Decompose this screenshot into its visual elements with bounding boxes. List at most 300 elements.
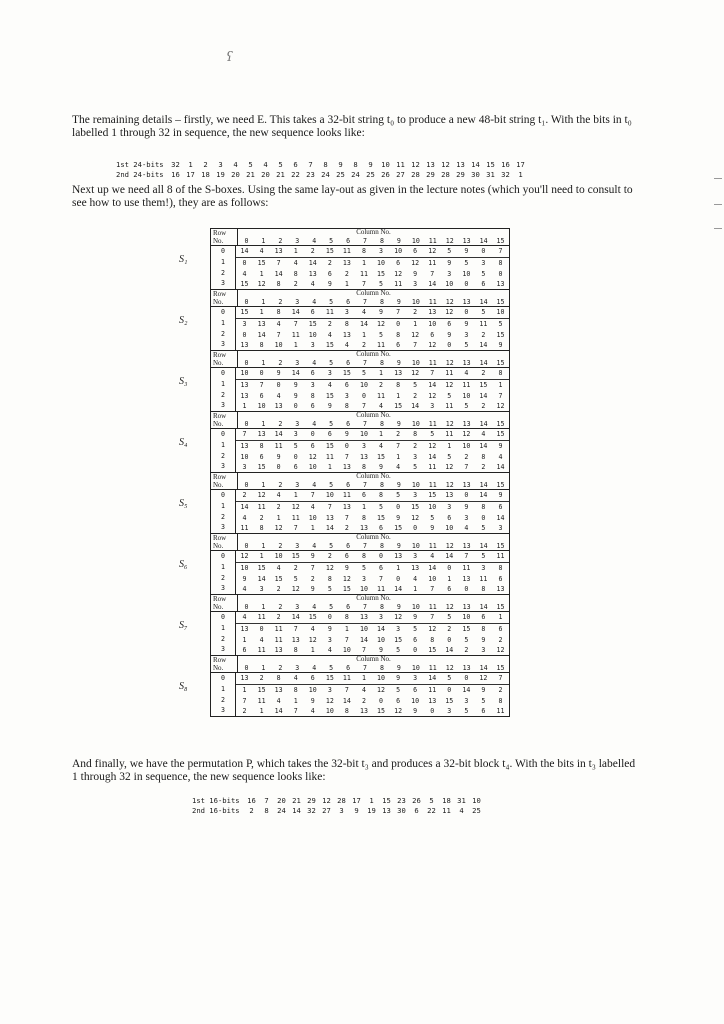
sbox-cell: 3	[413, 452, 418, 461]
permutation-value: 15	[382, 796, 391, 805]
sbox-cell: 5	[481, 269, 486, 278]
sbox-cell: 8	[327, 574, 332, 583]
column-number: 12	[445, 237, 454, 245]
sbox-body	[211, 429, 509, 472]
sbox-cell: 11	[479, 574, 488, 583]
sbox-cell: 15	[240, 308, 249, 316]
sbox-cell: 2	[242, 707, 247, 716]
sbox-cell: 0	[379, 552, 384, 560]
permutation-value: 25	[472, 806, 481, 815]
expansion-value: 10	[381, 160, 390, 169]
row-number: 1	[221, 257, 225, 266]
sbox-table	[179, 533, 510, 595]
row-number: 3	[221, 462, 225, 471]
permutation-value: 21	[292, 796, 301, 805]
expansion-row-values	[168, 170, 528, 180]
sbox-cell: 6	[447, 585, 452, 594]
sbox-cell: 9	[379, 646, 384, 655]
sbox-cell: 11	[428, 463, 437, 472]
sbox-cell: 7	[361, 280, 366, 289]
column-number: 7	[363, 603, 368, 611]
sbox-cell: 6	[396, 258, 401, 267]
row-number: 0	[221, 430, 225, 438]
sbox-cell: 10	[308, 513, 317, 522]
sbox-cell: 11	[496, 552, 505, 560]
sbox-cell: 6	[396, 341, 401, 350]
row-heading-line: No.	[213, 542, 224, 550]
column-numbers	[238, 298, 509, 306]
sbox-cell: 10	[428, 319, 437, 328]
sbox-cell: 11	[445, 369, 454, 377]
column-number: 7	[363, 542, 368, 550]
row-heading-line: No.	[213, 359, 224, 367]
sbox-cell: 5	[464, 635, 469, 644]
expansion-row-label: 2nd 24-bits	[116, 170, 164, 179]
sbox-cell: 6	[310, 308, 315, 316]
expansion-row-values	[168, 160, 528, 170]
row-numbers	[211, 490, 236, 533]
column-heading	[238, 656, 509, 672]
column-number: 8	[379, 603, 384, 611]
row-number: 1	[221, 318, 225, 327]
expansion-value: 8	[353, 160, 358, 169]
sbox-row	[236, 612, 509, 624]
column-number: 12	[445, 420, 454, 428]
sbox-cell: 6	[344, 380, 349, 389]
column-number: 2	[278, 664, 283, 672]
expansion-table	[116, 160, 528, 180]
expansion-value: 5	[278, 160, 283, 169]
sbox-cell: 6	[259, 391, 264, 400]
sbox-cell: 0	[293, 402, 298, 411]
column-number: 14	[479, 298, 488, 306]
sbox-cell: 11	[377, 585, 385, 594]
sbox-cell: 2	[498, 635, 503, 644]
sbox-cell: 2	[481, 402, 486, 411]
column-numbers	[238, 603, 509, 611]
sbox-cell: 4	[242, 613, 247, 621]
sbox-cell: 6	[379, 524, 384, 533]
sbox-cell: 14	[377, 624, 385, 633]
column-number: 9	[396, 542, 401, 550]
sbox-cell: 2	[413, 391, 418, 400]
sbox-cell: 15	[496, 430, 505, 438]
expansion-value: 24	[351, 170, 360, 179]
sbox-cell: 3	[379, 247, 384, 255]
sbox-cell: 0	[498, 269, 503, 278]
sbox-cell: 3	[481, 563, 486, 572]
sbox-cell: 6	[447, 319, 452, 328]
sbox-cell: 11	[462, 380, 471, 389]
row-no-heading	[211, 229, 238, 245]
sbox-cell: 7	[498, 247, 503, 255]
column-number: 11	[428, 237, 437, 245]
sbox-cell: 15	[479, 380, 488, 389]
sbox-body	[211, 368, 509, 411]
sbox-cell: 15	[462, 624, 471, 633]
sbox-cell: 2	[259, 513, 264, 522]
sbox-cell: 8	[413, 430, 418, 438]
sbox-name: S₈	[179, 681, 188, 692]
sbox-cells	[236, 490, 509, 533]
sbox-cell: 5	[396, 491, 401, 499]
sbox-cell: 1	[379, 430, 384, 438]
expansion-value: 1	[188, 160, 193, 169]
sbox-cell: 8	[276, 280, 281, 289]
sbox-cell: 3	[396, 624, 401, 633]
column-number: 1	[261, 359, 266, 367]
column-no-title: Column No.	[356, 655, 391, 663]
sbox-cell: 12	[342, 574, 351, 583]
sbox-cell: 2	[276, 502, 281, 511]
sbox-cell: 15	[342, 369, 351, 377]
sbox-cell: 5	[293, 441, 298, 450]
sbox-cell: 5	[464, 707, 469, 716]
column-number: 0	[244, 237, 249, 245]
column-number: 8	[379, 664, 384, 672]
permutation-row	[192, 806, 484, 816]
sbox-cell: 6	[310, 441, 315, 450]
sbox-cell: 5	[498, 319, 503, 328]
sbox-row	[236, 391, 509, 402]
column-number: 14	[479, 664, 488, 672]
column-number: 13	[462, 237, 471, 245]
sbox-cell: 3	[361, 574, 366, 583]
column-numbers	[238, 664, 509, 672]
sbox-cell: 1	[293, 341, 298, 350]
sbox-header	[211, 290, 509, 307]
sbox-cell: 5	[481, 524, 486, 533]
column-number: 6	[346, 664, 351, 672]
sbox-cell: 2	[481, 369, 486, 377]
sbox-cell: 0	[276, 380, 281, 389]
sbox-cell: 11	[257, 646, 266, 655]
sbox-cell: 13	[291, 635, 300, 644]
sbox-cell: 15	[308, 319, 317, 328]
sbox-cell: 10	[428, 502, 437, 511]
sbox-cell: 2	[293, 563, 298, 572]
sbox-cell: 14	[342, 696, 351, 705]
expansion-value: 3	[218, 160, 223, 169]
sbox-cell: 13	[240, 674, 249, 682]
sbox-cell: 12	[291, 585, 300, 594]
sbox-body	[211, 307, 509, 350]
row-number: 0	[221, 613, 225, 621]
sbox-cell: 10	[240, 452, 249, 461]
sbox-cell: 13	[428, 308, 437, 316]
column-number: 15	[496, 603, 505, 611]
column-number: 11	[428, 359, 437, 367]
sbox-cell: 9	[481, 635, 486, 644]
sbox-cell: 9	[293, 391, 298, 400]
sbox-cell: 8	[293, 269, 298, 278]
sbox-cell: 5	[396, 646, 401, 655]
sbox-cell: 3	[344, 308, 349, 316]
sbox-cell: 0	[344, 441, 349, 450]
sbox-table	[179, 472, 510, 534]
sbox-row	[236, 696, 509, 707]
column-number: 6	[346, 237, 351, 245]
column-number: 11	[428, 664, 437, 672]
sbox-header	[211, 351, 509, 368]
sbox-cell: 2	[396, 430, 401, 438]
sbox-cell: 14	[274, 269, 283, 278]
sbox-cell: 1	[413, 319, 418, 328]
row-number: 3	[221, 340, 225, 349]
column-number: 12	[445, 359, 454, 367]
column-number: 5	[329, 298, 334, 306]
sbox-cell: 15	[325, 247, 334, 255]
sbox-header	[211, 656, 509, 673]
sbox-cell: 1	[379, 369, 384, 377]
sbox-cell: 1	[344, 624, 349, 633]
row-number: 3	[221, 645, 225, 654]
sbox-cell: 9	[293, 380, 298, 389]
expansion-value: 12	[411, 160, 420, 169]
sbox-cell: 14	[479, 391, 488, 400]
sbox-cell: 15	[308, 613, 317, 621]
column-number: 13	[462, 542, 471, 550]
row-number: 3	[221, 523, 225, 532]
sbox-cell: 15	[257, 258, 266, 267]
column-heading	[238, 534, 509, 550]
permutation-value: 6	[414, 806, 419, 815]
sbox-cell: 9	[310, 552, 315, 560]
column-number: 0	[244, 359, 249, 367]
sbox-cell: 2	[481, 463, 486, 472]
permutation-value: 24	[277, 806, 286, 815]
sbox-cell: 3	[481, 258, 486, 267]
row-number: 3	[221, 279, 225, 288]
sbox-cell: 4	[310, 280, 315, 289]
column-number: 2	[278, 359, 283, 367]
edge-mark	[714, 178, 722, 179]
permutation-value: 11	[442, 806, 451, 815]
sbox-row	[236, 380, 509, 391]
permutation-value: 10	[472, 796, 481, 805]
sbox-cell: 13	[496, 280, 505, 289]
sbox-cell: 8	[396, 330, 401, 339]
sbox-cell: 4	[498, 452, 503, 461]
column-number: 4	[312, 603, 317, 611]
column-number: 1	[261, 237, 266, 245]
sbox-cell: 10	[325, 707, 334, 716]
column-number: 7	[363, 359, 368, 367]
sbox-cell: 3	[259, 585, 264, 594]
column-number: 14	[479, 359, 488, 367]
expansion-value: 27	[396, 170, 405, 179]
column-number: 3	[295, 359, 300, 367]
column-no-title: Column No.	[356, 289, 391, 297]
sbox-cell: 15	[496, 330, 505, 339]
column-numbers	[238, 481, 509, 489]
sbox-cell: 4	[259, 247, 264, 255]
sbox-cell: 15	[445, 696, 454, 705]
row-number: 3	[221, 401, 225, 410]
expansion-value: 13	[456, 160, 465, 169]
column-number: 7	[363, 298, 368, 306]
sbox-cell: 13	[257, 319, 266, 328]
sbox-cell: 7	[344, 452, 349, 461]
column-number: 3	[295, 237, 300, 245]
sbox-cell: 3	[447, 502, 452, 511]
sbox-cell: 9	[310, 696, 315, 705]
expansion-value: 26	[381, 170, 390, 179]
expansion-value: 11	[396, 160, 405, 169]
sbox-cell: 12	[291, 502, 300, 511]
sbox-cell: 9	[464, 502, 469, 511]
sbox-cell: 5	[447, 674, 452, 682]
sbox-cell: 4	[276, 319, 281, 328]
row-heading-line: No.	[213, 664, 224, 672]
sbox-cell: 11	[359, 269, 368, 278]
sbox-cell: 10	[240, 563, 249, 572]
column-number: 9	[396, 420, 401, 428]
sbox-row	[236, 513, 509, 524]
sbox-cell: 6	[430, 330, 435, 339]
sbox-cell: 6	[361, 491, 366, 499]
sbox-cell: 6	[310, 402, 315, 411]
sbox-cell: 13	[462, 574, 471, 583]
column-number: 12	[445, 481, 454, 489]
column-number: 6	[346, 420, 351, 428]
sbox-cell: 5	[413, 380, 418, 389]
expansion-value: 16	[171, 170, 180, 179]
column-number: 0	[244, 664, 249, 672]
expansion-row	[116, 160, 528, 170]
sbox-cell: 9	[379, 463, 384, 472]
row-number: 2	[221, 573, 225, 582]
sbox-cell: 4	[396, 463, 401, 472]
column-number: 9	[396, 298, 401, 306]
sbox-cell: 7	[430, 585, 435, 594]
sbox-cell: 3	[413, 491, 418, 499]
sbox-cell: 7	[430, 269, 435, 278]
sbox-cell: 1	[361, 674, 366, 682]
permutation-value: 29	[307, 796, 316, 805]
sbox-cell: 13	[359, 613, 368, 621]
sbox-cell: 7	[276, 330, 281, 339]
sbox-cell: 15	[325, 341, 334, 350]
row-numbers	[211, 246, 236, 289]
column-number: 10	[411, 359, 420, 367]
sbox-cell: 6	[481, 613, 486, 621]
sbox-cell: 10	[377, 258, 385, 267]
row-number: 2	[221, 268, 225, 277]
permutation-value: 19	[367, 806, 376, 815]
sbox-cell: 10	[462, 391, 471, 400]
column-number: 2	[278, 237, 283, 245]
sbox-cell: 5	[464, 341, 469, 350]
column-number: 9	[396, 664, 401, 672]
sbox-cell: 9	[344, 563, 349, 572]
sbox-cell: 6	[293, 463, 298, 472]
sbox-cell: 9	[447, 258, 452, 267]
sbox-cell: 4	[379, 402, 384, 411]
sbox-cell: 14	[496, 463, 505, 472]
edge-mark	[714, 228, 722, 229]
sbox-cell: 4	[344, 341, 349, 350]
sbox-cell: 10	[411, 696, 420, 705]
sbox-cell: 6	[447, 513, 452, 522]
sbox-row	[236, 706, 509, 717]
sbox-cell: 0	[481, 513, 486, 522]
permutation-value: 32	[307, 806, 316, 815]
sbox-cell: 15	[394, 402, 403, 411]
column-number: 7	[363, 420, 368, 428]
column-number: 8	[379, 359, 384, 367]
sbox-cell: 13	[411, 563, 420, 572]
sbox-row	[236, 502, 509, 513]
column-number: 5	[329, 359, 334, 367]
sbox-cell: 0	[396, 574, 401, 583]
sbox-cell: 0	[259, 369, 264, 377]
sbox-cell: 8	[361, 552, 366, 560]
sbox-cell: 10	[445, 524, 454, 533]
sbox-cell: 5	[481, 696, 486, 705]
sbox-cell: 3	[413, 674, 418, 682]
sbox-cell: 4	[293, 674, 298, 682]
sbox-cell: 7	[344, 685, 349, 694]
row-number: 0	[221, 308, 225, 316]
sbox-cell: 6	[259, 452, 264, 461]
expansion-value: 21	[276, 170, 285, 179]
row-number: 0	[221, 369, 225, 377]
sbox-cell: 4	[242, 269, 247, 278]
sbox-cell: 2	[276, 585, 281, 594]
sbox-cell: 15	[240, 280, 249, 289]
column-number: 8	[379, 542, 384, 550]
column-numbers	[238, 420, 509, 428]
sbox-cell: 4	[413, 574, 418, 583]
sbox-cell: 15	[325, 391, 334, 400]
sbox-table	[179, 594, 510, 656]
expansion-value: 13	[426, 160, 435, 169]
sbox-cell: 13	[325, 513, 334, 522]
row-no-heading	[211, 351, 238, 367]
sbox-cell: 0	[242, 258, 247, 267]
column-number: 12	[445, 664, 454, 672]
sbox-cell: 10	[359, 624, 368, 633]
sbox-cell: 5	[379, 502, 384, 511]
row-heading-line: No.	[213, 237, 224, 245]
sbox-cell: 11	[342, 247, 351, 255]
sbox-cell: 10	[377, 635, 385, 644]
sbox-row	[236, 673, 509, 685]
column-number: 14	[479, 420, 488, 428]
row-heading-line: No.	[213, 481, 224, 489]
column-number: 5	[329, 481, 334, 489]
sbox-cell: 4	[293, 258, 298, 267]
sbox-cell: 7	[498, 391, 503, 400]
sbox-cell: 9	[310, 585, 315, 594]
sbox-cell: 0	[447, 341, 452, 350]
sbox-row	[236, 307, 509, 319]
column-number: 10	[411, 420, 420, 428]
expansion-value: 9	[368, 160, 373, 169]
sbox-cell: 13	[274, 685, 283, 694]
sbox-cell: 7	[344, 513, 349, 522]
expansion-value: 7	[308, 160, 313, 169]
column-no-title: Column No.	[356, 472, 391, 480]
row-number: 2	[221, 634, 225, 643]
sbox-cell: 1	[447, 574, 452, 583]
sbox-cell: 14	[428, 280, 437, 289]
sbox-cell: 2	[327, 258, 332, 267]
sbox-cell: 15	[257, 685, 266, 694]
column-number: 10	[411, 298, 420, 306]
sbox-cell: 0	[396, 319, 401, 328]
